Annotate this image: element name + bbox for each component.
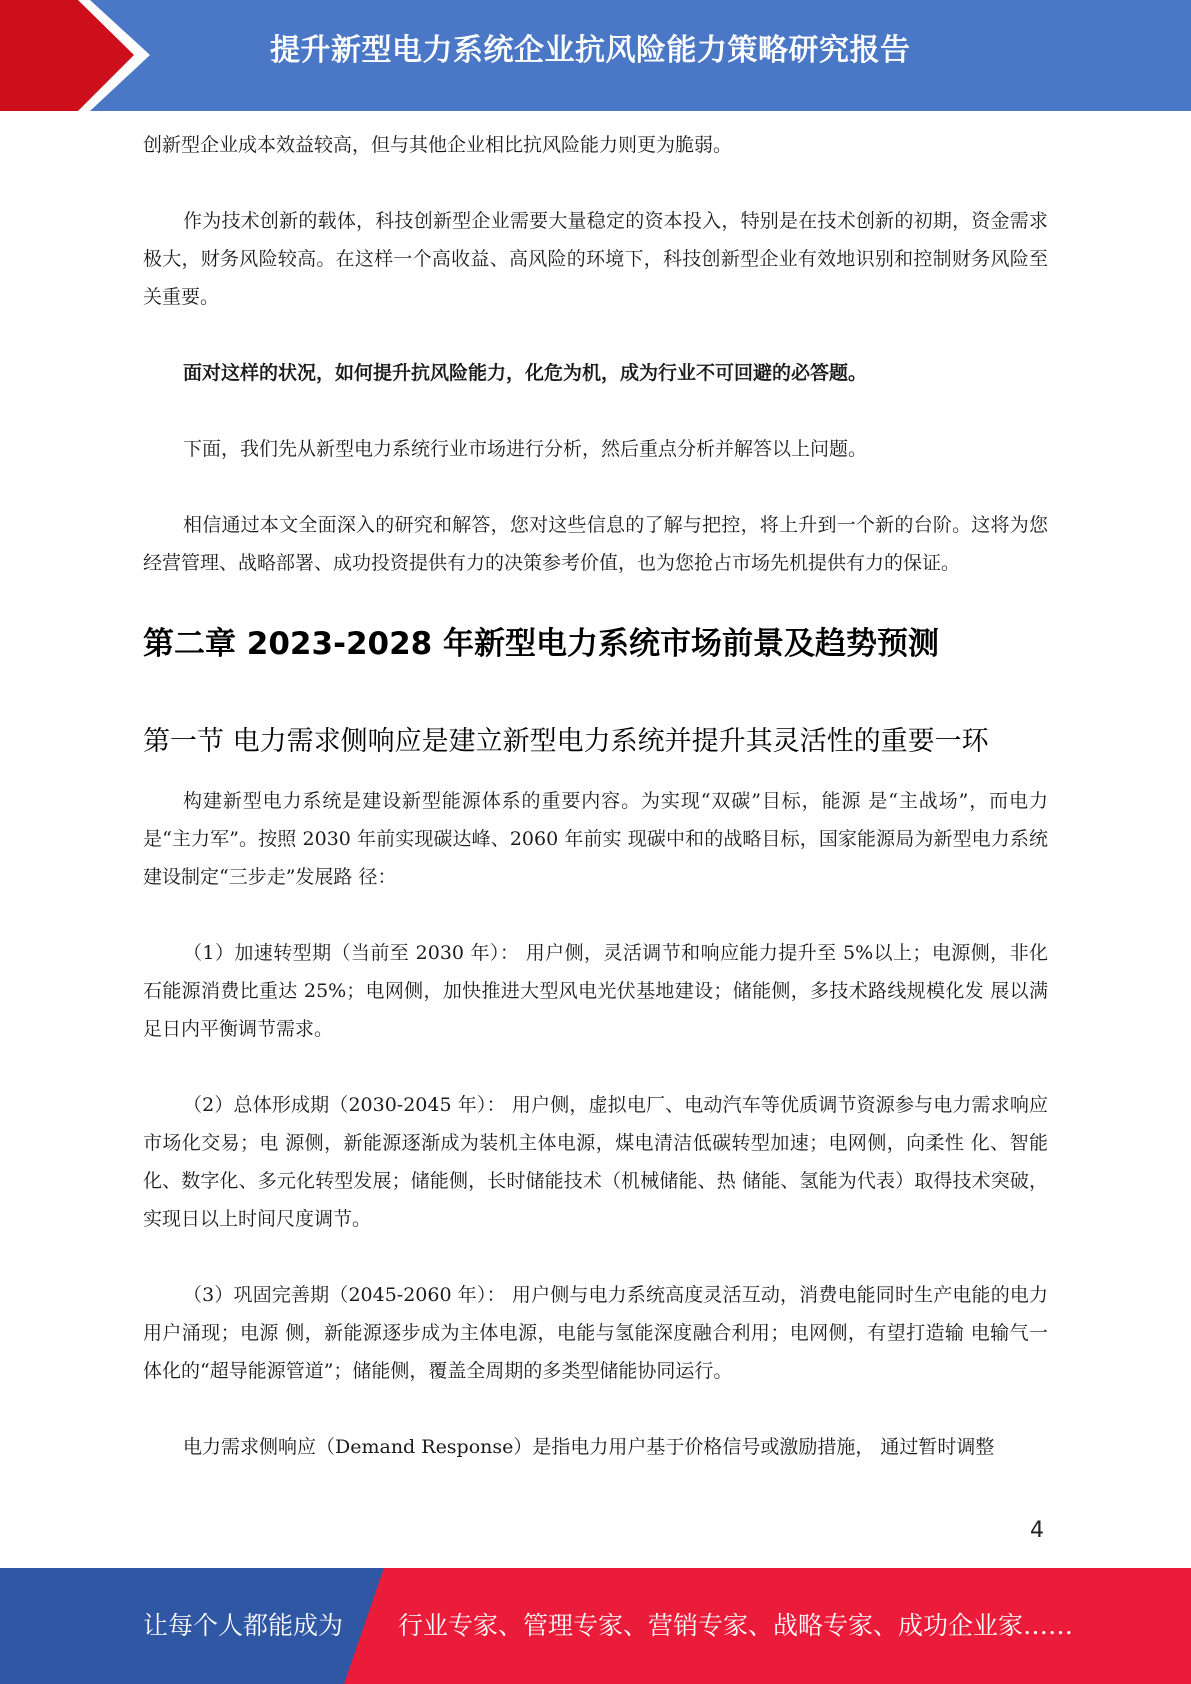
paragraph-2: 作为技术创新的载体，科技创新型企业需要大量稳定的资本投入，特别是在技术创新的初期，资金需求极大，财务风险较高。在这样一个高收益、高风险的环境下，科技创新型企业有效地识别和控制财务风险至关重要。 bbox=[143, 210, 1048, 308]
paragraph-3-highlight: 面对这样的状况，如何提升抗风险能力，化危为机，成为行业不可回避的必答题。 bbox=[183, 362, 868, 384]
section-title: 第一节 电力需求侧响应是建立新型电力系统并提升其灵活性的重要一环 bbox=[143, 726, 989, 757]
paragraph-1: 创新型企业成本效益较高，但与其他企业相比抗风险能力则更为脆弱。 bbox=[143, 134, 733, 156]
paragraph-4: 下面，我们先从新型电力系统行业市场进行分析，然后重点分析并解答以上问题。 bbox=[183, 438, 868, 460]
footer-slogan-left: 让每个人都能成为 bbox=[143, 1611, 344, 1640]
report-title: 提升新型电力系统企业抗风险能力策略研究报告 bbox=[270, 33, 911, 68]
page-footer bbox=[0, 1568, 1191, 1684]
paragraph-7: （1）加速转型期（当前至 2030 年）： 用户侧，灵活调节和响应能力提升至 5%以上；电源侧，非化石能源消费比重达 25%；电网侧，加快推进大型风电光伏基地建设；储能侧，多技术路线规模化发 展以满足日内平衡调节需求。 bbox=[143, 942, 1048, 1040]
paragraph-10: 电力需求侧响应（Demand Response）是指电力用户基于价格信号或激励措施， 通过暂时调整 bbox=[183, 1436, 995, 1458]
page-header bbox=[0, 0, 1191, 111]
paragraph-8: （2）总体形成期（2030-2045 年）： 用户侧，虚拟电厂、电动汽车等优质调节资源参与电力需求响应市场化交易；电 源侧，新能源逐渐成为装机主体电源，煤电清洁低碳转型加速；电网侧，向柔性 化、智能化、数字化、多元化转型发展；储能侧，长时储能技术（机械储能、热 储能、氢能为代表）取得技术突破，实现日以上时间尺度调节。 bbox=[143, 1094, 1048, 1230]
main-content bbox=[143, 126, 1048, 1466]
paragraph-9: （3）巩固完善期（2045-2060 年）： 用户侧与电力系统高度灵活互动，消费电能同时生产电能的电力用户涌现；电源 侧，新能源逐步成为主体电源，电能与氢能深度融合利用；电网侧，有望打造输 电输气一体化的“超导能源管道”；储能侧，覆盖全周期的多类型储能协同运行。 bbox=[143, 1284, 1048, 1382]
chapter-title: 第二章 2023-2028 年新型电力系统市场前景及趋势预测 bbox=[143, 626, 940, 662]
paragraph-6: 构建新型电力系统是建设新型能源体系的重要内容。为实现“双碳”目标，能源 是“主战场”，而电力是“主力军”。按照 2030 年前实现碳达峰、2060 年前实 现碳中和的战略目标，国家能源局为新型电力系统建设制定“三步走”发展路 径： bbox=[143, 790, 1048, 888]
page-number: 4 bbox=[1030, 1518, 1044, 1543]
footer-slogan-right: 行业专家、管理专家、营销专家、战略专家、成功企业家…… bbox=[398, 1611, 1074, 1640]
paragraph-5: 相信通过本文全面深入的研究和解答，您对这些信息的了解与把控，将上升到一个新的台阶。这将为您经营管理、战略部署、成功投资提供有力的决策参考价值，也为您抢占市场先机提供有力的保证。 bbox=[143, 514, 1048, 574]
